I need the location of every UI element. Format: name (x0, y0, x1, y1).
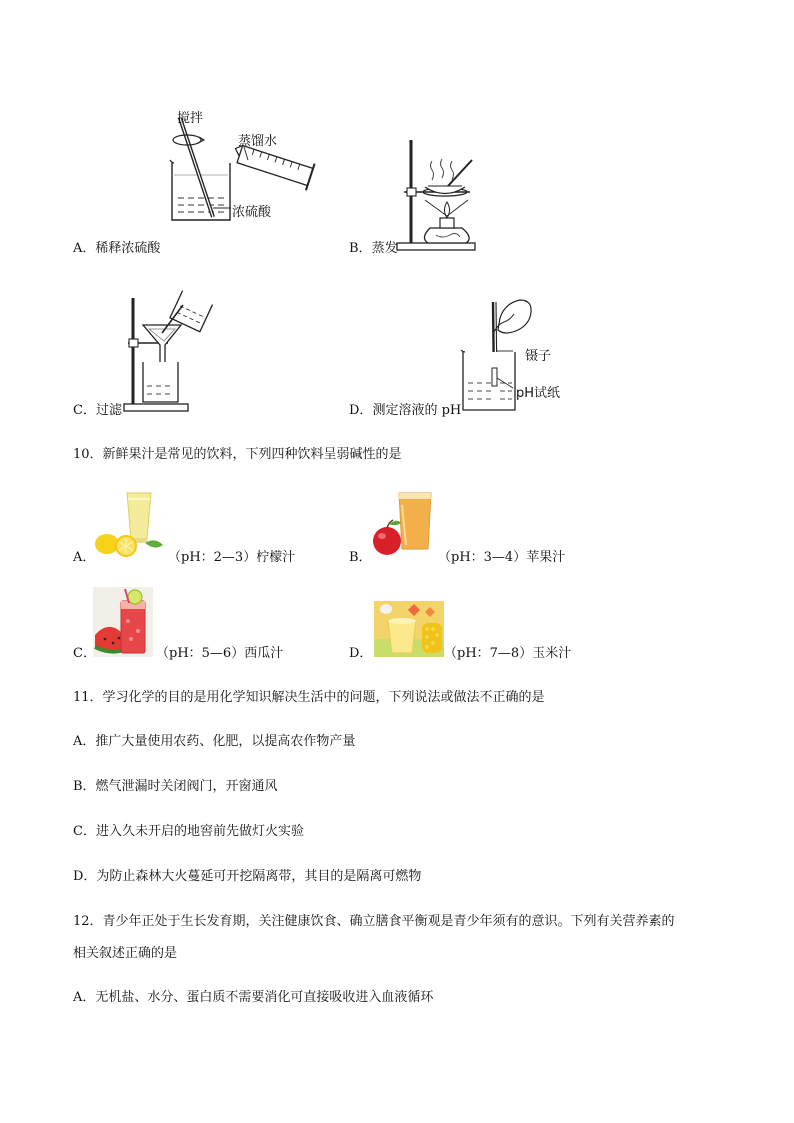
q10-option-d-letter: D． (349, 646, 373, 661)
option-letter: A． (73, 241, 96, 256)
label-distilled-water: 蒸馏水 (238, 134, 278, 149)
q9-option-c (73, 402, 122, 420)
q10-stem: 10．新鲜果汁是常见的饮料，下列四种饮料呈弱碱性的是 (73, 447, 402, 462)
q12-option-a: A．无机盐、水分、蛋白质不需要消化可直接吸收进入血液循环 (73, 990, 434, 1005)
option-letter: B． (349, 241, 372, 256)
label-conc-acid: 浓硫酸 (232, 205, 272, 220)
q11-option-b: B．燃气泄漏时关闭阀门，开窗通风 (73, 779, 278, 794)
corn-juice-image (374, 601, 444, 657)
label-stir: 搅拌 (177, 111, 204, 126)
option-letter: C． (73, 403, 96, 418)
apple-juice-image (371, 491, 437, 559)
q11-option-a: A．推广大量使用农药、化肥，以提高农作物产量 (73, 734, 356, 749)
q9-option-d (349, 402, 461, 420)
q10-option-a-letter: A． (73, 550, 96, 565)
option-text: 蒸发 (371, 241, 398, 256)
label-ph-paper: pH试纸 (516, 386, 561, 401)
q10-option-b-letter: B． (349, 550, 372, 565)
q11-option-c: C．进入久未开启的地窖前先做灯火实验 (73, 824, 304, 839)
q10-option-c-letter: C． (73, 646, 96, 661)
q10-option-c-text: （pH：5—6）西瓜汁 (156, 646, 284, 661)
q12-stem-line2: 相关叙述正确的是 (73, 946, 178, 961)
label-tweezers: 镊子 (525, 349, 552, 364)
option-letter: D． (349, 403, 373, 418)
q11-option-d: D．为防止森林大火蔓延可开挖隔离带，其目的是隔离可燃物 (73, 869, 422, 884)
lemon-juice-image (93, 489, 165, 557)
q10-option-d-text: （pH：7—8）玉米汁 (444, 646, 572, 661)
q12-stem-line1: 12．青少年正处于生长发育期，关注健康饮食、确立膳食平衡观是青少年须有的意识。下列有关营养素的 (73, 914, 675, 929)
option-text: 稀释浓硫酸 (95, 241, 161, 256)
option-text: 测定溶液的 pH (372, 403, 462, 418)
q10-option-a-text: （pH：2—3）柠檬汁 (168, 550, 296, 565)
q10-option-b-text: （pH：3—4）苹果汁 (438, 550, 566, 565)
q11-stem: 11．学习化学的目的是用化学知识解决生活中的问题，下列说法或做法不正确的是 (73, 690, 545, 705)
watermelon-juice-image (93, 587, 153, 657)
option-text: 过滤 (95, 403, 122, 418)
